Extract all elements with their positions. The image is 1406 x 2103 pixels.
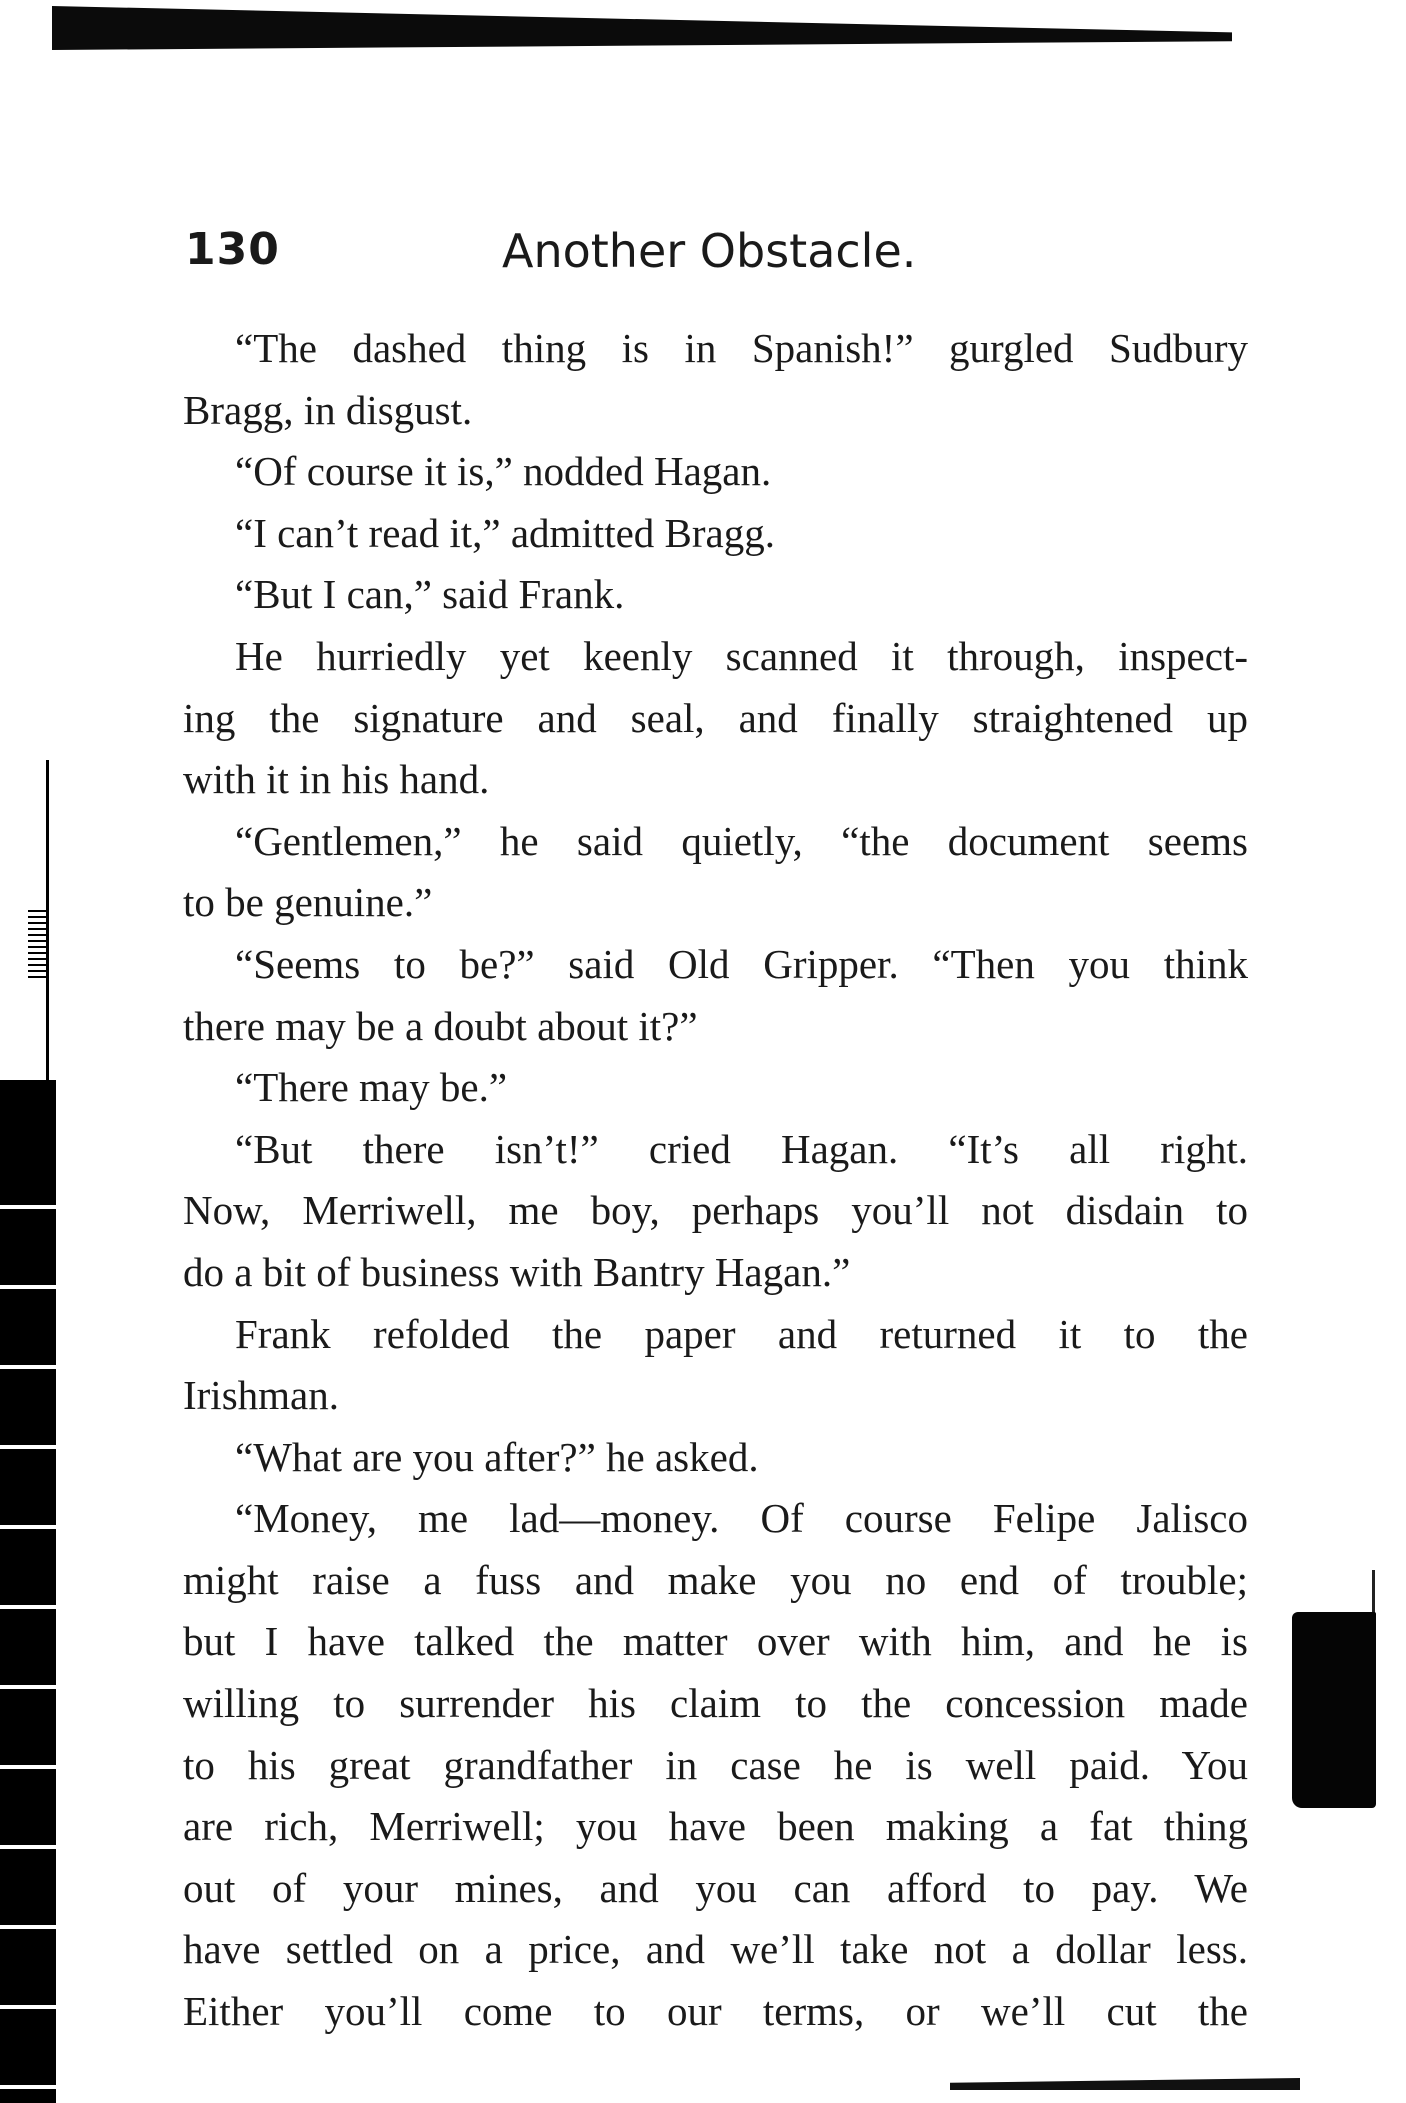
- text-line: “Gentlemen,” he said quietly, “the document seems: [235, 817, 1248, 864]
- text-line: Irishman.: [183, 1372, 339, 1419]
- scan-tick: [28, 946, 46, 948]
- running-head: Another Obstacle.: [502, 224, 917, 278]
- scan-tick: [28, 934, 46, 936]
- scan-tick: [28, 952, 46, 954]
- scan-rule: [0, 2005, 56, 2009]
- text-line: ing the signature and seal, and finally straightened up: [183, 694, 1248, 741]
- text-line: might raise a fuss and make you no end of trouble;: [183, 1556, 1248, 1603]
- text-line: “But there isn’t!” cried Hagan. “It’s all right.: [235, 1125, 1248, 1172]
- text-line: “There may be.”: [235, 1064, 508, 1111]
- scan-rule: [0, 1925, 56, 1929]
- scan-tick: [28, 916, 46, 918]
- text-line: Now, Merriwell, me boy, perhaps you’ll not disdain to: [183, 1187, 1248, 1234]
- scan-tick: [28, 976, 46, 978]
- text-line: Either you’ll come to our terms, or we’ll cut the: [183, 1988, 1248, 2035]
- text-line: Bragg, in disgust.: [183, 386, 473, 433]
- text-line: to his great grandfather in case he is well paid. You: [183, 1741, 1248, 1788]
- scan-rule: [0, 2085, 56, 2089]
- text-line: out of your mines, and you can afford to pay. We: [183, 1864, 1248, 1911]
- scan-rule: [0, 1525, 56, 1529]
- text-line: “What are you after?” he asked.: [235, 1433, 759, 1480]
- scan-tick: [28, 910, 46, 912]
- text-line: willing to surrender his claim to the concession made: [183, 1680, 1248, 1727]
- scan-rule: [0, 1845, 56, 1849]
- scan-tick: [28, 928, 46, 930]
- left-scan-strip: [0, 1080, 56, 2103]
- text-line: “But I can,” said Frank.: [235, 571, 625, 618]
- text-line: but I have talked the matter over with him, and he is: [183, 1618, 1248, 1665]
- top-scan-bar: [52, 6, 1232, 50]
- text-line: “Of course it is,” nodded Hagan.: [235, 448, 772, 495]
- text-line: “The dashed thing is in Spanish!” gurgled Sudbury: [235, 325, 1248, 371]
- scan-tick: [28, 958, 46, 960]
- text-line: “Seems to be?” said Old Gripper. “Then you think: [235, 940, 1248, 987]
- text-line: “Money, me lad—money. Of course Felipe Jalisco: [235, 1495, 1248, 1542]
- text-line: “I can’t read it,” admitted Bragg.: [235, 509, 775, 556]
- scan-tick: [28, 970, 46, 972]
- scan-rule: [0, 1445, 56, 1449]
- scan-rule: [0, 1605, 56, 1609]
- right-scan-blot: [1292, 1612, 1376, 1808]
- text-line: do a bit of business with Bantry Hagan.”: [183, 1248, 851, 1295]
- scan-tick: [28, 922, 46, 924]
- text-line: Frank refolded the paper and returned it to the: [235, 1310, 1248, 1357]
- scan-tick: [28, 964, 46, 966]
- bottom-scan-bar: [950, 2078, 1300, 2090]
- scan-rule: [0, 1685, 56, 1689]
- page-number: 130: [185, 224, 280, 275]
- scan-rule: [0, 1285, 56, 1289]
- text-line: with it in his hand.: [183, 756, 490, 803]
- scan-tick: [28, 940, 46, 942]
- text-line: to be genuine.”: [183, 879, 433, 926]
- page-header: [185, 224, 1245, 284]
- scan-rule: [0, 1365, 56, 1369]
- scan-rule: [0, 1765, 56, 1769]
- scan-rule: [0, 1205, 56, 1209]
- text-line: have settled on a price, and we’ll take not a dollar less.: [183, 1926, 1248, 1973]
- body-text: [183, 318, 1248, 2043]
- left-margin-ticks: [0, 760, 49, 1080]
- text-line: are rich, Merriwell; you have been making a fat thing: [183, 1803, 1248, 1850]
- text-line: there may be a doubt about it?”: [183, 1002, 698, 1049]
- text-line: He hurriedly yet keenly scanned it through, inspect-: [235, 632, 1248, 679]
